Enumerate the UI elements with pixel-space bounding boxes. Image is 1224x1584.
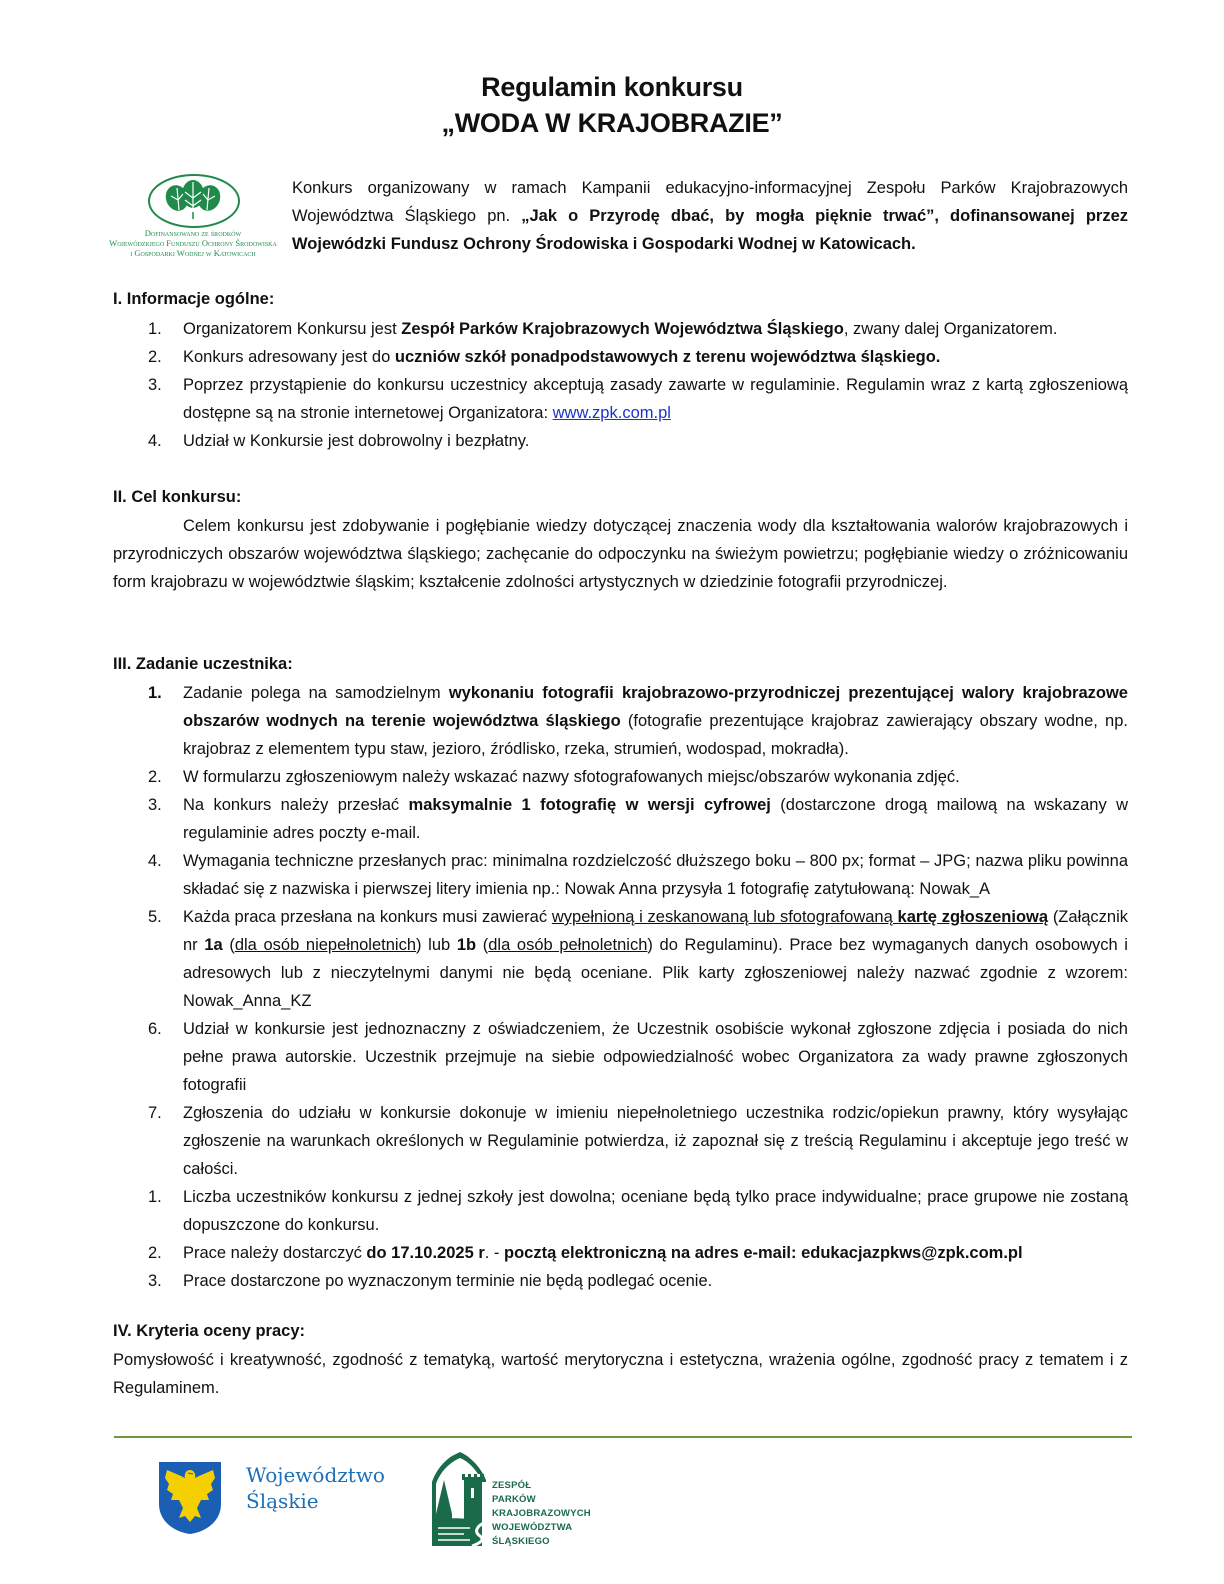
item-text: Udział w konkursie jest jednoznaczny z oświadczeniem, że Uczestnik osobiście wykonał zgłoszone zdjęcia i posiada do nich pełne prawa autorskie. Uczestnik przejmuje na siebie odpowiedzialność wobec Organizatora za wady prawne zgłoszonych fotografii (183, 1020, 1128, 1094)
caption-line: Wojewódzkiego Funduszu Ochrony Środowiska (109, 238, 277, 248)
annex-1a: 1a (204, 936, 223, 954)
list-item (113, 315, 1128, 343)
item-number: 3. (148, 376, 162, 394)
deadline-date: do 17.10.2025 r (366, 1244, 485, 1262)
logo-caption (108, 228, 278, 258)
caption-line: i Gospodarki Wodnej w Katowicach (130, 248, 256, 258)
list-item (113, 1239, 1128, 1267)
item-text: , zwany dalej Organizatorem. (843, 320, 1058, 338)
caption-line: Dofinansowano ze środków (144, 228, 242, 238)
annex-1b: 1b (456, 936, 477, 954)
intro-period: . (911, 235, 916, 253)
wfos-logo (108, 170, 278, 265)
target-audience: uczniów szkół ponadpodstawowych z terenu województwa śląskiego. (394, 348, 941, 366)
list-item (113, 427, 1128, 455)
list-item (113, 343, 1128, 371)
list-item (113, 903, 1128, 1015)
underlined-text: wypełnioną i zeskanowaną lub sfotografowaną (551, 908, 898, 926)
item-text: Liczba uczestników konkursu z jednej szkoły jest dowolna; oceniane będą tylko prace indywidualne; prace grupowe nie zostaną dopuszczone do konkursu. (183, 1188, 1128, 1234)
item-number: 3. (148, 796, 162, 814)
item-number: 3. (148, 1272, 162, 1290)
document-title: Regulamin konkursu (481, 72, 743, 102)
item-text: ( (222, 936, 235, 954)
leaves-icon (163, 178, 223, 220)
underlined-text: dla osób pełnoletnich (488, 936, 648, 954)
item-number: 7. (148, 1104, 162, 1122)
max-photos-bold: maksymalnie 1 fotografię w wersji cyfrowej (408, 796, 771, 814)
logo-text-line: KRAJOBRAZOWYCH (492, 1508, 591, 1519)
logo-text-line: Województwo (246, 1463, 385, 1487)
item-text: Poprzez przystąpienie do konkursu uczestnicy akceptują zasady zawarte w regulaminie. Regulamin wraz z kartą zgłoszeniową dostępne są na stronie internetowej Organizatora: (183, 376, 1128, 422)
task-list (113, 679, 1128, 1295)
intro-text: Konkurs organizowany w ramach Kampanii edukacyjno-informacyjnej Zespołu Parków Krajobrazowych Województwa Śląskiego pn. (292, 179, 1128, 225)
logo-text-line: WOJEWÓDZTWA (492, 1522, 573, 1533)
item-text: W formularzu zgłoszeniowym należy wskazać nazwy sfotografowanych miejsc/obszarów wykonania zdjęć. (183, 768, 960, 786)
item-number: 4. (148, 852, 162, 870)
item-number: 1. (148, 684, 162, 702)
general-info-list (113, 315, 1128, 455)
contest-name: „WODA W KRAJOBRAZIE” (441, 108, 783, 138)
item-text: (dostarczone drogą mailową na wskazany w regulaminie adres poczty e-mail. (183, 796, 1128, 842)
section-heading-goal: II. Cel konkursu: (113, 488, 242, 506)
item-number: 4. (148, 432, 162, 450)
item-text: Na konkurs należy przesłać (183, 796, 409, 814)
item-number: 6. (148, 1020, 162, 1038)
item-number: 1. (148, 320, 162, 338)
silesia-coat-of-arms-icon (157, 1460, 223, 1536)
item-number: 5. (148, 908, 162, 926)
logo-text-line: ŚLĄSKIEGO (492, 1536, 550, 1547)
criteria-paragraph: Pomysłowość i kreatywność, zgodność z tematyką, wartość merytoryczna i estetyczna, wrażenia ogólne, zgodność pracy z tematem i z Regulaminem. (113, 1351, 1128, 1397)
list-item (113, 1015, 1128, 1099)
list-item (113, 1267, 1128, 1295)
submission-email: pocztą elektroniczną na adres e-mail: edukacjazpkws@zpk.com.pl (504, 1244, 1023, 1262)
logo-text-line: ZESPÓŁ (492, 1480, 532, 1491)
item-number: 2. (148, 768, 162, 786)
item-number: 2. (148, 1244, 162, 1262)
item-text: Wymagania techniczne przesłanych prac: minimalna rozdzielczość dłuższego boku – 800 px; format – JPG; nazwa pliku powinna składać się z nazwiska i pierwszej litery imienia np.: Nowak Anna przysyła 1 fotografię zatytułowaną: Nowak_A (183, 852, 1128, 898)
section-heading-task: III. Zadanie uczestnika: (113, 655, 293, 673)
item-text: (Załącznik nr (183, 908, 1129, 954)
item-text: Każda praca przesłana na konkurs musi zawierać (183, 908, 552, 926)
list-item (113, 1099, 1128, 1183)
list-item (113, 847, 1128, 903)
intro-campaign-bold: „Jak o Przyrodę dbać, by mogła pięknie trwać”, dofinansowanej przez Wojewódzki Fundusz Ochrony Środowiska i Gospodarki Wodnej w Katowicach (292, 207, 1128, 253)
item-number: 1. (148, 1188, 162, 1206)
task-bold: wykonaniu fotografii krajobrazowo-przyrodniczej prezentującej walory krajobrazowe obszarów wodnych na terenie województwa śląskiego (183, 684, 1128, 730)
item-text: Prace dostarczone po wyznaczonym terminie nie będą podlegać ocenie. (183, 1272, 713, 1290)
list-item (113, 371, 1128, 427)
item-text: Udział w Konkursie jest dobrowolny i bezpłatny. (183, 432, 530, 450)
item-text: Zadanie polega na samodzielnym (183, 684, 449, 702)
item-text: . - (484, 1244, 504, 1262)
zpk-logo-text (492, 1479, 591, 1549)
item-text: Zgłoszenia do udziału w konkursie dokonuje w imieniu niepełnoletniego uczestnika rodzic/opiekun prawny, który wysyłając zgłoszenie na warunkach określonych w Regulaminie potwierdza, iż zapoznał się z treścią Regulaminu i akceptuje jego treść w całości. (183, 1104, 1128, 1178)
underlined-text: dla osób niepełnoletnich (234, 936, 417, 954)
organizer-website-link[interactable]: www.zpk.com.pl (552, 404, 671, 422)
section-heading-criteria: IV. Kryteria oceny pracy: (113, 1322, 305, 1340)
logo-text-line: PARKÓW (492, 1494, 536, 1505)
wojewodztwo-slaskie-logo-text (246, 1462, 385, 1514)
list-item (113, 791, 1128, 847)
goal-text: Celem konkursu jest zdobywanie i pogłębianie wiedzy dotyczącej znaczenia wody dla kształtowania walorów krajobrazowych i przyrodniczych obszarów województwa śląskiego; zachęcanie do odpoczynku na świeżym powietrzu; pogłębianie wiedzy o zróżnicowaniu form krajobrazu w województwie śląskim; kształcenie zdolności artystycznych w dziedzinie fotografii przyrodniczej. (113, 517, 1128, 591)
item-text: ) do Regulaminu). Prace bez wymaganych danych osobowych i adresowych lub z nieczytelnymi danymi nie będą oceniane. Plik karty zgłoszeniowej należy nazwać zgodnie z wzorem: Nowak_Anna_KZ (183, 936, 1128, 1010)
goal-paragraph (113, 512, 1128, 596)
item-text: ( (476, 936, 489, 954)
item-number: 2. (148, 348, 162, 366)
item-text: Konkurs adresowany jest do (183, 348, 395, 366)
item-text: (fotografie prezentujące krajobraz zawierający obszary wodne, np. krajobraz z elementem typu staw, jezioro, źródlisko, rzeka, strumień, wodospad, mokradła). (183, 712, 1128, 758)
logo-text-line: Śląskie (246, 1489, 319, 1513)
footer-divider (114, 1436, 1132, 1438)
item-text: Organizatorem Konkursu jest (183, 320, 402, 338)
list-item (113, 679, 1128, 763)
section-heading-general: I. Informacje ogólne: (113, 290, 275, 308)
zpk-tower-logo-icon (430, 1452, 490, 1548)
application-form-bold: kartę zgłoszeniową (897, 908, 1049, 926)
item-text: ) lub (416, 936, 457, 954)
organizer-name: Zespół Parków Krajobrazowych Województwa Śląskiego (401, 320, 844, 338)
item-text: Prace należy dostarczyć (183, 1244, 367, 1262)
list-item (113, 763, 1128, 791)
list-item (113, 1183, 1128, 1239)
intro-paragraph (292, 174, 1128, 258)
